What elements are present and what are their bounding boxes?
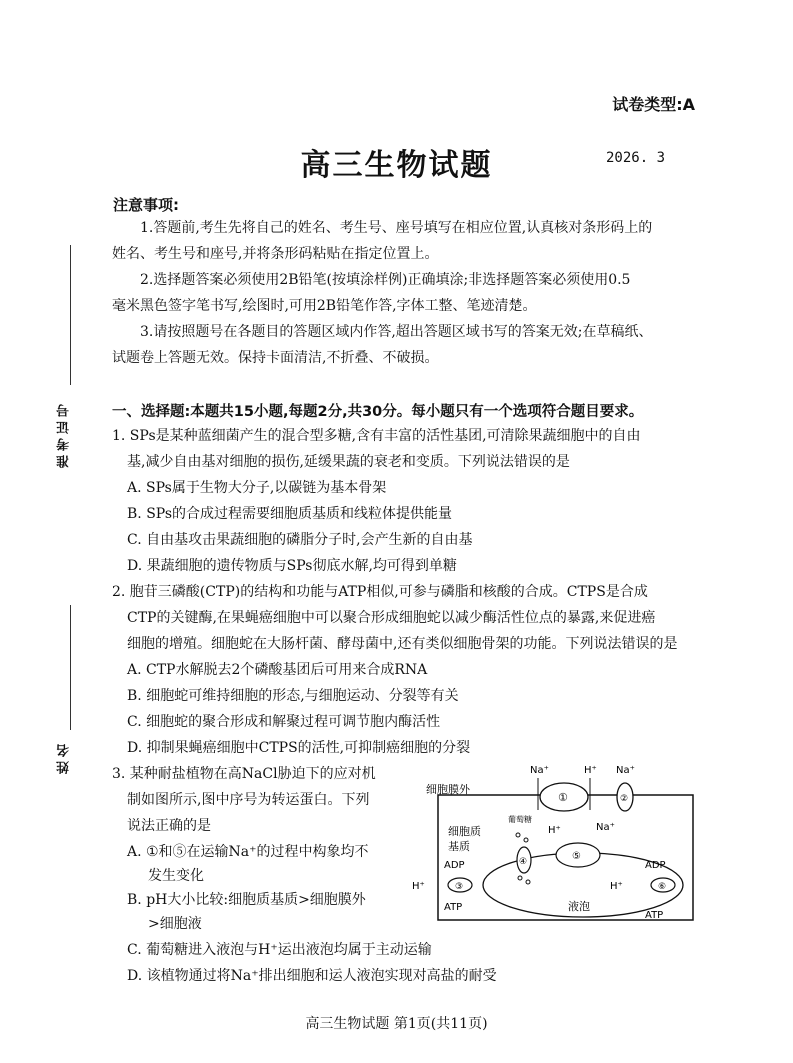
q3-option-a: A. ①和⑤在运输Na⁺的过程中构象均不 [127,844,369,860]
outside-label: 细胞膜外 [426,783,470,796]
glucose-dot [516,833,520,837]
q2-stem-line: 2. 胞苷三磷酸(CTP)的结构和功能与ATP相似,可参与磷脂和核酸的合成。CTPS是合成 [112,584,648,600]
q2-option-a: A. CTP水解脱去2个磷酸基团后可用来合成RNA [127,662,428,678]
q1-stem-line: 基,减少自由基对细胞的损伤,延缓果蔬的衰老和变质。下列说法错误的是 [127,454,570,470]
protein-3-label: ③ [455,882,464,892]
notice-line: 毫米黑色签字笔书写,绘图时,可用2B铅笔作答,字体工整、笔迹清楚。 [112,298,537,314]
q3-option-a-cont: 发生变化 [148,868,204,884]
q2-stem-line: CTP的关键酶,在果蝇癌细胞中可以聚合形成细胞蛇以减少酶活性位点的暴露,来促进癌 [127,610,656,626]
glucose-dot [526,880,530,884]
page-title: 高三生物试题 [300,148,493,183]
notice-line: 1.答题前,考生先将自己的姓名、考生号、座号填写在相应位置,认真核对条形码上的 [140,220,653,236]
na-label-top-left: Na⁺ [530,765,549,776]
q2-option-c: C. 细胞蛇的聚合形成和解聚过程可调节胞内酶活性 [127,714,441,730]
q1-option-c: C. 自由基攻击果蔬细胞的磷脂分子时,会产生新的自由基 [127,532,473,548]
na-label-mid: Na⁺ [596,822,615,833]
protein-5-label: ⑤ [572,851,581,862]
atp-label-left: ATP [444,902,463,913]
q3-option-b: B. pH大小比较:细胞质基质>细胞膜外 [127,892,366,908]
h-label-right: H⁺ [610,881,623,892]
q1-option-d: D. 果蔬细胞的遗传物质与SPs彻底水解,均可得到单糖 [127,558,457,574]
exam-number-line [70,245,71,385]
h-label-left: H⁺ [412,881,425,892]
vacuole-label: 液泡 [568,900,590,913]
section-heading: 一、选择题:本题共15小题,每题2分,共30分。每小题只有一个选项符合题目要求。 [112,404,644,420]
q2-option-d: D. 抑制果蝇癌细胞中CTPS的活性,可抑制癌细胞的分裂 [127,740,471,756]
q3-option-d: D. 该植物通过将Na⁺排出细胞和运人液泡实现对高盐的耐受 [127,968,497,984]
q3-stem-line: 3. 某种耐盐植物在高NaCl胁迫下的应对机 [112,766,376,782]
cell-transport-diagram [398,760,698,925]
glucose-label: 葡萄糖 [508,815,532,824]
h-label-mid: H⁺ [548,825,561,836]
adp-label-left: ADP [444,860,465,871]
protein-4-label: ④ [519,857,528,867]
notice-heading: 注意事项: [113,196,179,214]
notice-line: 姓名、考生号和座号,并将条形码粘贴在指定位置上。 [112,246,439,262]
paper-type: 试卷类型:A [612,95,695,114]
name-label: 姓名 [57,740,72,774]
name-line [70,605,71,730]
protein-1-label: ① [558,791,568,804]
q1-stem-line: 1. SPs是某种蓝细菌产生的混合型多糖,含有丰富的活性基团,可清除果蔬细胞中的自由 [112,428,641,444]
adp-label-right: ADP [645,860,666,871]
atp-label-right: ATP [645,910,664,921]
q3-stem-line: 说法正确的是 [127,818,211,834]
q1-option-b: B. SPs的合成过程需要细胞质基质和线粒体提供能量 [127,506,453,522]
q3-option-c: C. 葡萄糖进入液泡与H⁺运出液泡均属于主动运输 [127,942,432,958]
q2-option-b: B. 细胞蛇可维持细胞的形态,与细胞运动、分裂等有关 [127,688,459,704]
q1-option-a: A. SPs属于生物大分子,以碳链为基本骨架 [127,480,387,496]
notice-line: 试题卷上答题无效。保持卡面清洁,不折叠、不破损。 [112,350,439,366]
page-footer: 高三生物试题 第1页(共11页) [305,1016,488,1032]
glucose-dot [518,876,522,880]
cytoplasm-label-1: 细胞质 [448,825,481,838]
notice-line: 2.选择题答案必须使用2B铅笔(按填涂样例)正确填涂;非选择题答案必须使用0.5 [140,272,631,288]
na-label-top-right: Na⁺ [616,765,635,776]
glucose-dot [524,838,528,842]
protein-2-label: ② [620,794,629,804]
cytoplasm-label-2: 基质 [448,840,470,853]
q3-option-b-cont: >细胞液 [148,916,202,932]
q3-stem-line: 制如图所示,图中序号为转运蛋白。下列 [127,792,370,808]
notice-line: 3.请按照题号在各题目的答题区域内作答,超出答题区域书写的答案无效;在草稿纸、 [140,324,653,340]
h-label-top: H⁺ [584,765,597,776]
q2-stem-line: 细胞的增殖。细胞蛇在大肠杆菌、酵母菌中,还有类似细胞骨架的功能。下列说法错误的是 [127,636,678,652]
protein-6-label: ⑥ [658,882,667,892]
exam-date: 2026. 3 [606,150,666,166]
exam-number-label: 准考证号 [57,400,72,468]
